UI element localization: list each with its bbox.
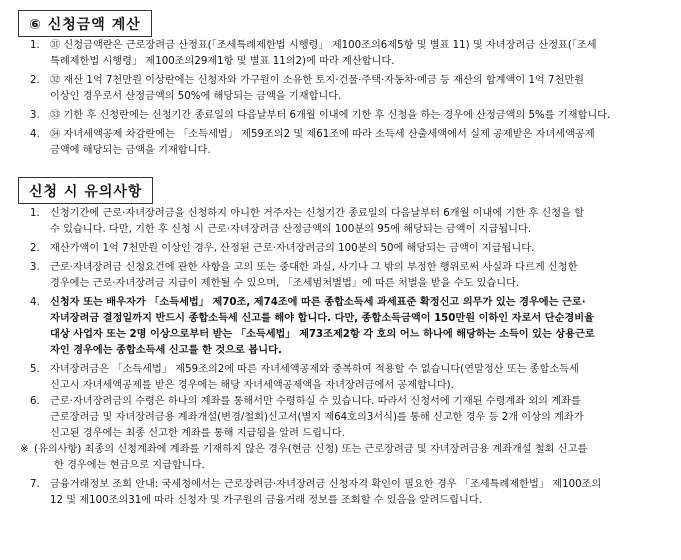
- item-text: 자녀장려금 결정일까지 반드시 종합소득세 신고를 해야 합니다. 다만, 종합소득금액이 150만원 이하인 자로서 단순경비율: [50, 313, 594, 324]
- item-text: 금액에 해당되는 금액을 기재합니다.: [50, 145, 211, 156]
- item-text: 자녀장려금은 「소득세법」 제59조의2에 따른 자녀세액공제와 중복하여 적용할 수 없습니다(연말정산 또는 종합소득세: [50, 364, 579, 375]
- item-text: ㉝ 기한 후 신청란에는 신청기간 종료일의 다음날부터 6개월 이내에 기한 후 신청을 하는 경우에 산정금액의 5%를 기재합니다.: [50, 110, 611, 121]
- list-item-note: [20, 442, 662, 474]
- item-text: 신고시 자녀세액공제를 받은 경우에는 해당 자녀세액공제액을 자녀장려금에서 공제합니다).: [50, 380, 454, 391]
- item-text: 신청자 또는 배우자가 「소득세법」 제70조, 제74조에 따른 종합소득세 과세표준 확정신고 의무가 있는 경우에는 근로·: [50, 297, 586, 308]
- item-number: 1.: [30, 208, 40, 219]
- item-text: 한 경우에는 현금으로 지급합니다.: [54, 460, 205, 471]
- item-text: ㉜ 재산 1억 7천만원 이상란에는 신청자와 가구원이 소유한 토지·건물·주택·자동차·예금 등 재산의 합계액이 1억 7천만원: [50, 75, 585, 86]
- item-text: 재산가액이 1억 7천만원 이상인 경우, 산정된 근로·자녀장려금의 100분의 50에 해당되는 금액이 지급됩니다.: [50, 243, 535, 254]
- item-number: 3.: [30, 262, 40, 273]
- item-number: 4.: [30, 129, 40, 140]
- item-number: 4.: [30, 297, 40, 308]
- list-item: [30, 206, 662, 238]
- item-number: 6.: [30, 396, 40, 407]
- list-item: [30, 394, 662, 442]
- item-text: 금융거래정보 조회 안내: 국세청에서는 근로장려금·자녀장려금 신청자격 확인이 필요한 경우 「조세특례제한법」 제100조의: [50, 479, 602, 490]
- list-item: [30, 38, 662, 70]
- item-text: 근로장려금 및 자녀장려금용 계좌개설(변경/철회)신고서(별지 제64호의3서식)를 통해 신고한 경우 등 2개 이상의 계좌가: [50, 412, 584, 423]
- item-text: 경우에는 근로·자녀장려금 지급이 제한될 수 있으며, 「조세범처벌법」에 따른 처벌을 받을 수도 있습니다.: [50, 278, 520, 289]
- list-item: [30, 241, 662, 257]
- list-item: [30, 127, 662, 159]
- section-title-application-amount: ⑥ 신청금액 계산: [18, 10, 152, 37]
- item-text: ㉞ 자녀세액공제 차감란에는 「소득세법」 제59조의2 및 제61조에 따라 소득세 산출세액에서 실제 공제받은 자녀세액공제: [50, 129, 595, 140]
- item-text: 특례제한법 시행령」 제100조의29제1항 및 별표 11의2)에 따라 계산합니다.: [50, 56, 395, 67]
- item-text: 자인 경우에는 종합소득세 신고를 한 것으로 봅니다.: [50, 345, 282, 356]
- section-title-notes: 신청 시 유의사항: [18, 177, 153, 204]
- item-text: 신고된 경우에는 최종 신고한 계좌를 통해 지급됨을 알려 드립니다.: [50, 428, 345, 439]
- item-text: 신청기간에 근로·자녀장려금을 신청하지 아니한 거주자는 신청기간 종료일의 다음날부터 6개월 이내에 기한 후 신청을 할: [50, 208, 585, 219]
- section-notes-list: [20, 206, 662, 509]
- item-text: ㉛ 신청금액란은 근로장려금 산정표(「조세특례제한법 시행령」 제100조의6제5항 및 별표 11) 및 자녀장려금 산정표(「조세: [50, 40, 597, 51]
- list-item: [30, 295, 662, 359]
- list-item: [30, 108, 662, 124]
- item-text: 12 및 제100조의31에 따라 신청자 및 가구원의 금융거래 정보를 조회할 수 있음을 알려드립니다.: [50, 495, 482, 506]
- list-item: [30, 73, 662, 105]
- item-text: 근로·자녀장려금의 수령은 하나의 계좌를 통해서만 수령하실 수 있습니다. 따라서 신청서에 기재된 수령계좌 외의 계좌를: [50, 396, 581, 407]
- list-item: [30, 477, 662, 509]
- section-application-amount-list: [30, 38, 662, 159]
- item-text: 이상인 경우로서 산정금액의 50%에 해당되는 금액을 기재합니다.: [50, 91, 342, 102]
- list-item: [30, 362, 662, 394]
- list-item: [30, 260, 662, 292]
- item-text: 대상 사업자 또는 2명 이상으로부터 받는 「소득세법」 제73조제2항 각 호의 어느 하나에 해당하는 소득이 있는 상용근로: [50, 329, 595, 340]
- item-number: 7.: [30, 479, 40, 490]
- item-number: 3.: [30, 110, 40, 121]
- item-text: 수 있습니다. 다만, 기한 후 신청 시 근로·자녀장려금 산정금액의 100분의 95에 해당되는 금액이 지급됩니다.: [50, 224, 532, 235]
- item-number: 2.: [30, 75, 40, 86]
- item-text: (유의사항) 최종의 신청계좌에 계좌를 기재하지 않은 경우(현금 신청) 또는 근로장려금 및 자녀장려금용 계좌개설 철회 신고를: [34, 444, 588, 455]
- note-marker: ※: [20, 444, 29, 455]
- item-number: 1.: [30, 40, 40, 51]
- item-text: 근로·자녀장려금 신청요건에 관한 사항을 고의 또는 중대한 과실, 사기나 그 밖의 부정한 행위로써 사실과 다르게 신청한: [50, 262, 578, 273]
- item-number: 5.: [30, 364, 40, 375]
- item-number: 2.: [30, 243, 40, 254]
